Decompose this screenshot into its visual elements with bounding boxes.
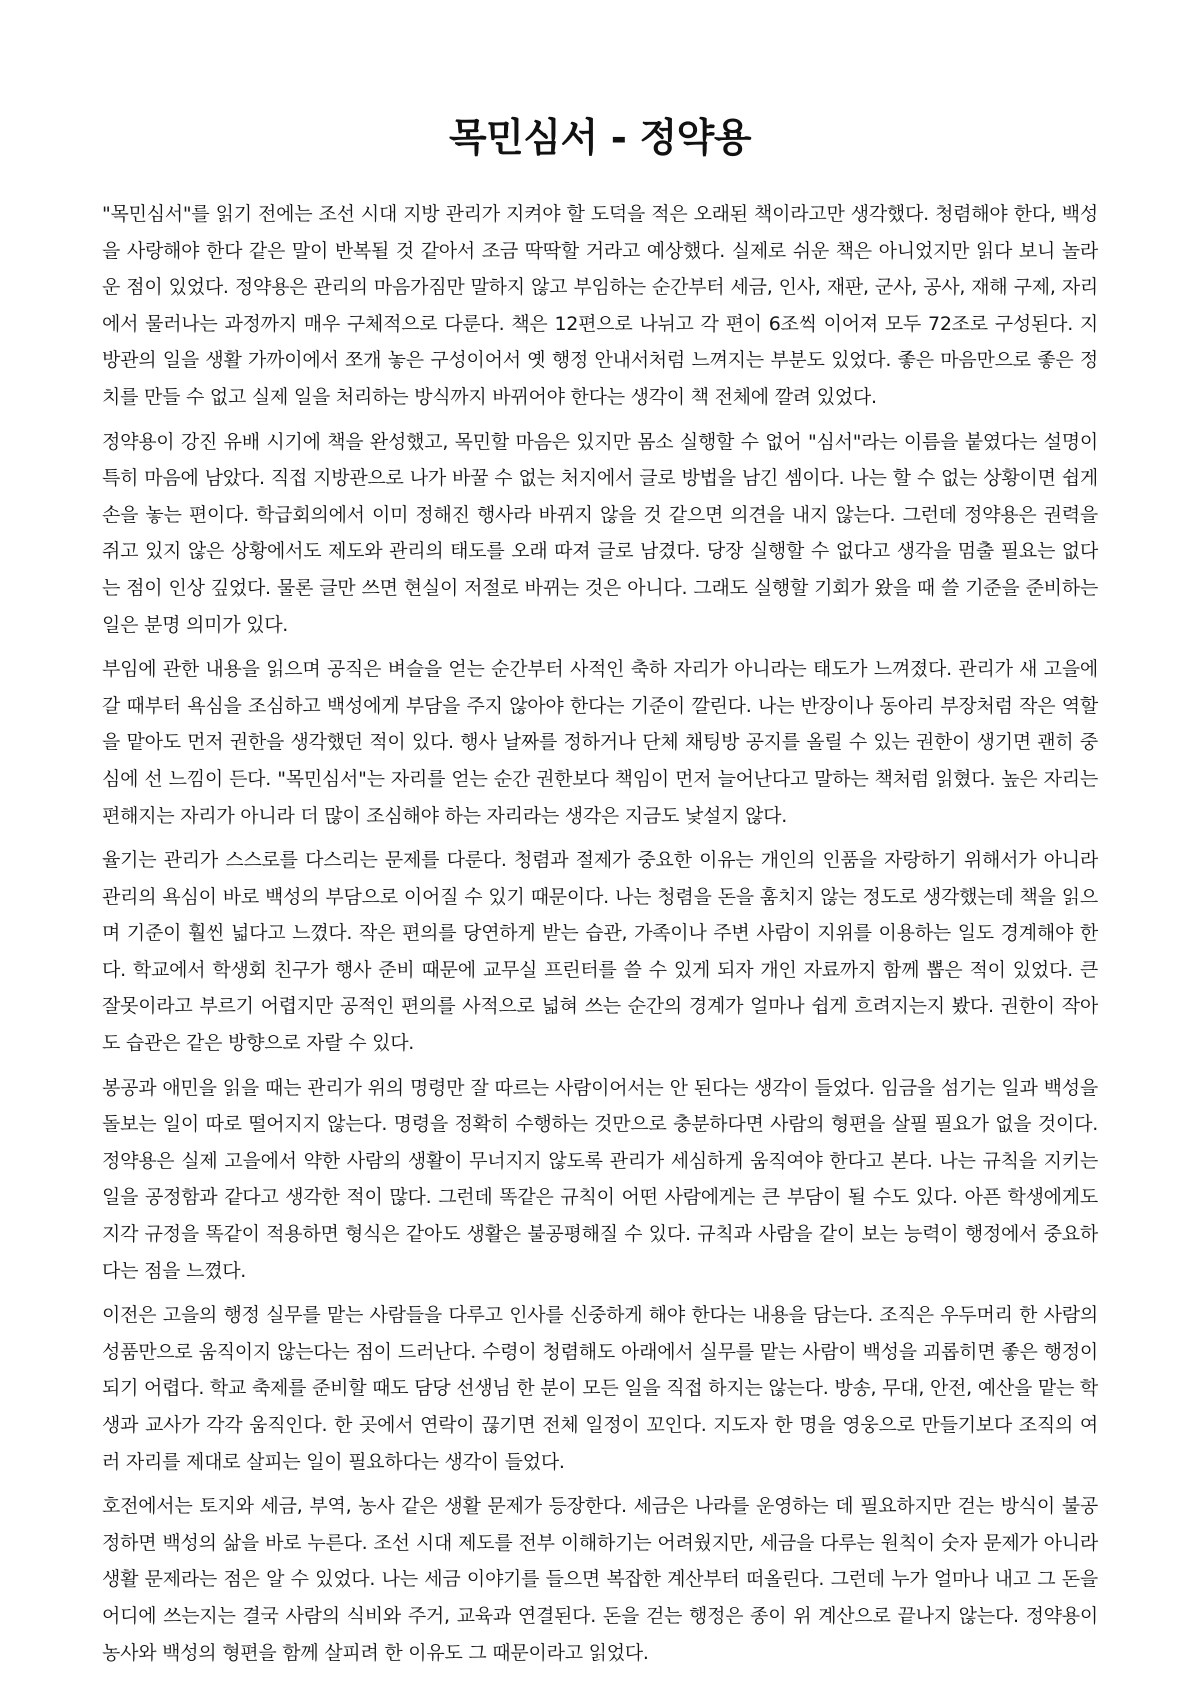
- body-paragraph: 이전은 고을의 행정 실무를 맡는 사람들을 다루고 인사를 신중하게 해야 한다는 내용을 담는다. 조직은 우두머리 한 사람의 성품만으로 움직이지 않는다는 점이 드러난다. 수령이 청렴해도 아래에서 실무를 맡는 사람이 백성을 괴롭히면 좋은 행정이 되기 어렵다. 학교 축제를 준비할 때도 담당 선생님 한 분이 모든 일을 직접 하지는 않는다. 방송, 무대, 안전, 예산을 맡는 학생과 교사가 각각 움직인다. 한 곳에서 연락이 끊기면 전체 일정이 꼬인다. 지도자 한 명을 영웅으로 만들기보다 조직의 여러 자리를 제대로 살피는 일이 필요하다는 생각이 들었다.: [102, 1304, 1098, 1473]
- body-paragraph: 호전에서는 토지와 세금, 부역, 농사 같은 생활 문제가 등장한다. 세금은 나라를 운영하는 데 필요하지만 걷는 방식이 불공정하면 백성의 삶을 바로 누른다. 조선 시대 제도를 전부 이해하기는 어려웠지만, 세금을 다루는 원칙이 숫자 문제가 아니라 생활 문제라는 점은 알 수 있었다. 나는 세금 이야기를 들으면 복잡한 계산부터 떠올린다. 그런데 누가 얼마나 내고 그 돈을 어디에 쓰는지는 결국 사람의 식비와 주거, 교육과 연결된다. 돈을 걷는 행정은 종이 위 계산으로 끝나지 않는다. 정약용이 농사와 백성의 형편을 함께 살피려 한 이유도 그 때문이라고 읽었다.: [102, 1495, 1098, 1664]
- body-paragraph: 정약용이 강진 유배 시기에 책을 완성했고, 목민할 마음은 있지만 몸소 실행할 수 없어 "심서"라는 이름을 붙였다는 설명이 특히 마음에 남았다. 직접 지방관으로 나가 바꿀 수 없는 처지에서 글로 방법을 남긴 셈이다. 나는 할 수 없는 상황이면 쉽게 손을 놓는 편이다. 학급회의에서 이미 정해진 행사라 바뀌지 않을 것 같으면 의견을 내지 않는다. 그런데 정약용은 권력을 쥐고 있지 않은 상황에서도 제도와 관리의 태도를 오래 따져 글로 남겼다. 당장 실행할 수 없다고 생각을 멈출 필요는 없다는 점이 인상 깊었다. 물론 글만 쓰면 현실이 저절로 바뀌는 것은 아니다. 그래도 실행할 기회가 왔을 때 쓸 기준을 준비하는 일은 분명 의미가 있다.: [102, 430, 1098, 636]
- body-paragraph: 부임에 관한 내용을 읽으며 공직은 벼슬을 얻는 순간부터 사적인 축하 자리가 아니라는 태도가 느껴졌다. 관리가 새 고을에 갈 때부터 욕심을 조심하고 백성에게 부담을 주지 않아야 한다는 기준이 깔린다. 나는 반장이나 동아리 부장처럼 작은 역할을 맡아도 먼저 권한을 생각했던 적이 있다. 행사 날짜를 정하거나 단체 채팅방 공지를 올릴 수 있는 권한이 생기면 괜히 중심에 선 느낌이 든다. "목민심서"는 자리를 얻는 순간 권한보다 책임이 먼저 늘어난다고 말하는 책처럼 읽혔다. 높은 자리는 편해지는 자리가 아니라 더 많이 조심해야 하는 자리라는 생각은 지금도 낯설지 않다.: [102, 658, 1098, 827]
- body-paragraph: 율기는 관리가 스스로를 다스리는 문제를 다룬다. 청렴과 절제가 중요한 이유는 개인의 인품을 자랑하기 위해서가 아니라 관리의 욕심이 바로 백성의 부담으로 이어질 수 있기 때문이다. 나는 청렴을 돈을 훔치지 않는 정도로 생각했는데 책을 읽으며 기준이 훨씬 넓다고 느꼈다. 작은 편의를 당연하게 받는 습관, 가족이나 주변 사람이 지위를 이용하는 일도 경계해야 한다. 학교에서 학생회 친구가 행사 준비 때문에 교무실 프린터를 쓸 수 있게 되자 개인 자료까지 함께 뽑은 적이 있었다. 큰 잘못이라고 부르기 어렵지만 공적인 편의를 사적으로 넓혀 쓰는 순간의 경계가 얼마나 쉽게 흐려지는지 봤다. 권한이 작아도 습관은 같은 방향으로 자랄 수 있다.: [102, 849, 1098, 1055]
- document-title: 목민심서 - 정약용: [448, 116, 752, 161]
- body-paragraph: "목민심서"를 읽기 전에는 조선 시대 지방 관리가 지켜야 할 도덕을 적은 오래된 책이라고만 생각했다. 청렴해야 한다, 백성을 사랑해야 한다 같은 말이 반복될 것 같아서 조금 딱딱할 거라고 예상했다. 실제로 쉬운 책은 아니었지만 읽다 보니 놀라운 점이 있었다. 정약용은 관리의 마음가짐만 말하지 않고 부임하는 순간부터 세금, 인사, 재판, 군사, 공사, 재해 구제, 자리에서 물러나는 과정까지 매우 구체적으로 다룬다. 책은 12편으로 나뉘고 각 편이 6조씩 이어져 모두 72조로 구성된다. 지방관의 일을 생활 가까이에서 쪼개 놓은 구성이어서 옛 행정 안내서처럼 느껴지는 부분도 있었다. 좋은 마음만으로 좋은 정치를 만들 수 없고 실제 일을 처리하는 방식까지 바뀌어야 한다는 생각이 책 전체에 깔려 있었다.: [102, 203, 1098, 408]
- document-body: [102, 196, 1098, 1671]
- body-paragraph: 봉공과 애민을 읽을 때는 관리가 위의 명령만 잘 따르는 사람이어서는 안 된다는 생각이 들었다. 임금을 섬기는 일과 백성을 돌보는 일이 따로 떨어지지 않는다. 명령을 정확히 수행하는 것만으로 충분하다면 사람의 형편을 살필 필요가 없을 것이다. 정약용은 실제 고을에서 약한 사람의 생활이 무너지지 않도록 관리가 세심하게 움직여야 한다고 본다. 나는 규칙을 지키는 일을 공정함과 같다고 생각한 적이 많다. 그런데 똑같은 규칙이 어떤 사람에게는 큰 부담이 될 수도 있다. 아픈 학생에게도 지각 규정을 똑같이 적용하면 형식은 같아도 생활은 불공평해질 수 있다. 규칙과 사람을 같이 보는 능력이 행정에서 중요하다는 점을 느꼈다.: [102, 1076, 1098, 1282]
